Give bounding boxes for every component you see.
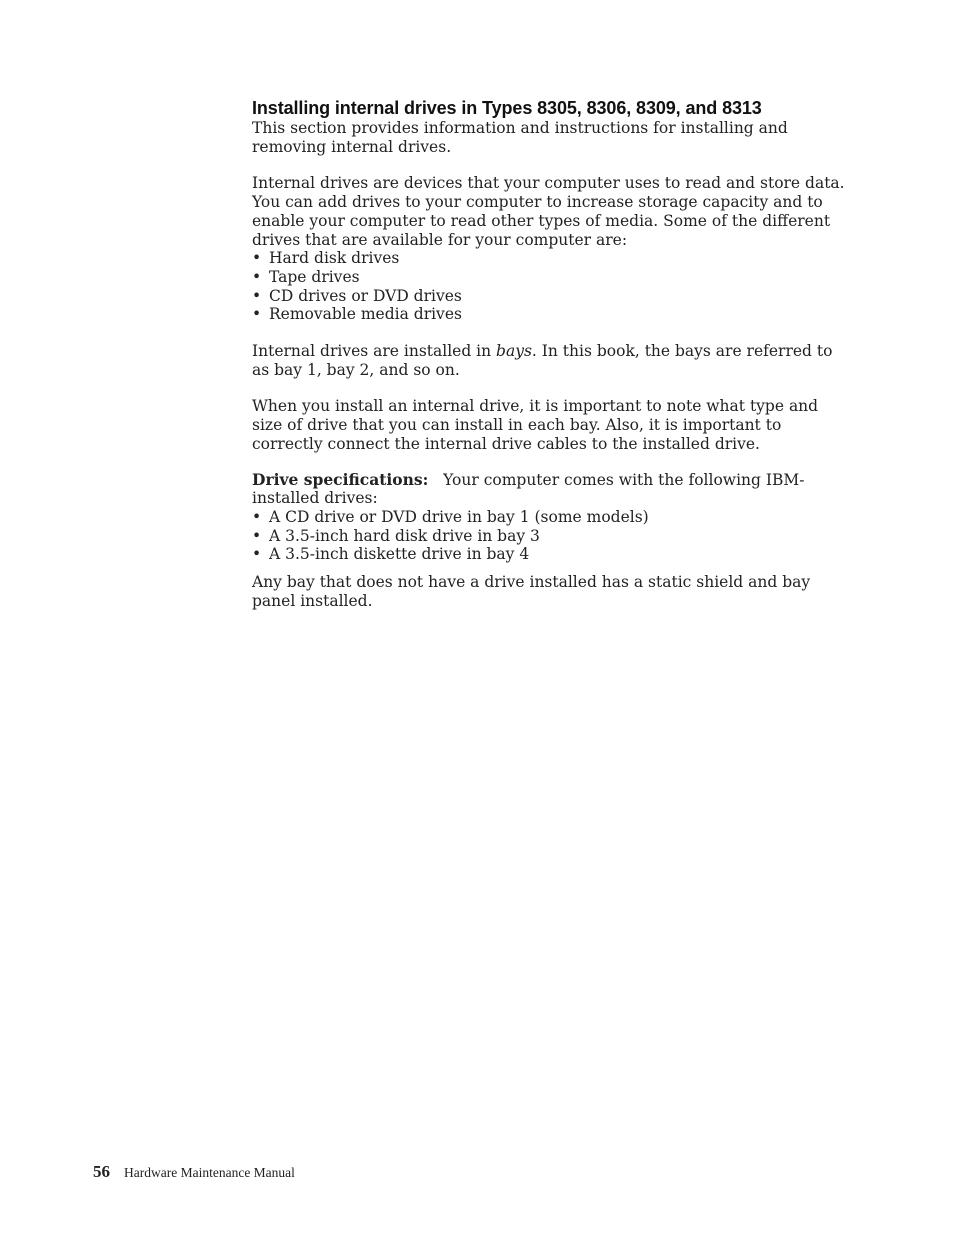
install-paragraph: When you install an internal drive, it is important to note what type and size of drive that you can install in each bay. Also, it is important to correctly connect the internal drive cables to the installed drive. <box>252 397 819 453</box>
list-item: • Tape drives <box>252 268 852 287</box>
bays-text-before: Internal drives are installed in <box>252 342 497 361</box>
intro-paragraph: This section provides information and instructions for installing and removing internal drives. <box>252 119 788 156</box>
closing-paragraph: Any bay that does not have a drive installed has a static shield and bay panel installed. <box>252 573 811 610</box>
specs-label: Drive specifications: <box>252 469 429 489</box>
list-item: • Removable media drives <box>252 305 852 324</box>
bays-text-after: . In this book, the bays are referred to as bay 1, bay 2, and so on. <box>252 342 833 379</box>
list-item: • Hard disk drives <box>252 249 852 268</box>
list-item: • CD drives or DVD drives <box>252 287 852 306</box>
page-content <box>252 97 852 610</box>
page-number: 56 <box>93 1162 110 1181</box>
page-footer <box>93 1162 295 1184</box>
footer-title: Hardware Maintenance Manual <box>124 1165 295 1180</box>
installed-drives-list <box>252 508 852 564</box>
section-heading: Installing internal drives in Types 8305, 8306, 8309, and 8313 <box>252 98 762 118</box>
list-item: • A 3.5-inch diskette drive in bay 4 <box>252 545 852 564</box>
specs-paragraph <box>252 471 852 508</box>
bays-term: bays <box>496 342 532 361</box>
specs-text: Your computer comes with the following IBM-installed drives: <box>252 470 805 508</box>
list-item: • A 3.5-inch hard disk drive in bay 3 <box>252 527 852 546</box>
drives-paragraph: Internal drives are devices that your computer uses to read and store data. You can add drives to your computer to increase storage capacity and to enable your computer to read other types of media. Some of the different drives that are available for your computer are: <box>252 174 845 249</box>
bays-paragraph <box>252 342 852 379</box>
list-item: • A CD drive or DVD drive in bay 1 (some models) <box>252 508 852 527</box>
drive-types-list <box>252 249 852 324</box>
